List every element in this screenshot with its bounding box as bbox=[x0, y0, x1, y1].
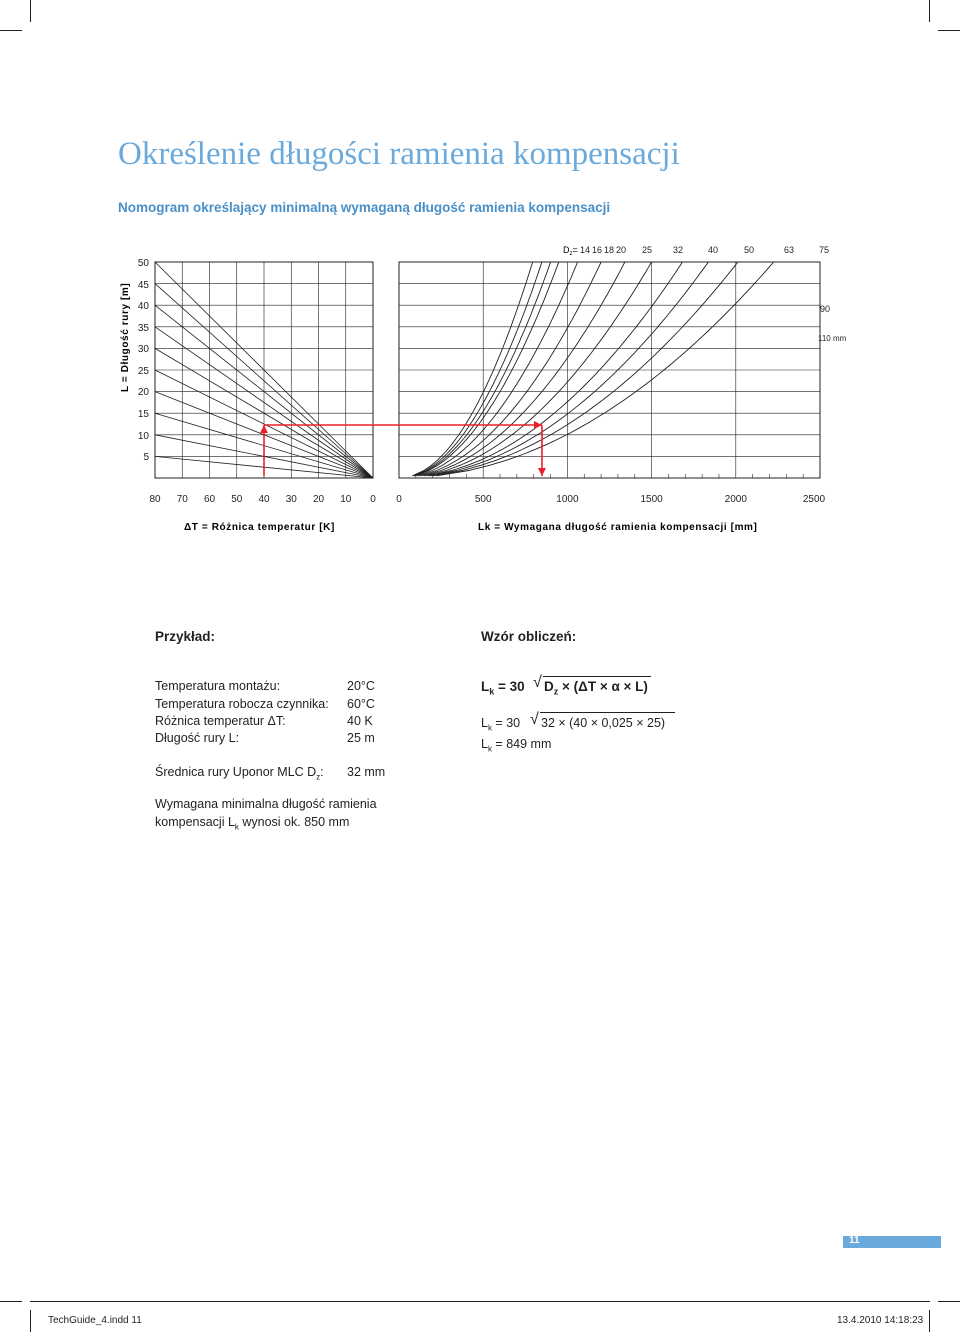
formula-main-root: $D_z \times (\Delta T \times \alpha \times L)$ bbox=[544, 679, 648, 697]
sqrt-bar bbox=[540, 712, 675, 713]
x-tick-label: 80 bbox=[149, 494, 161, 505]
y-tick-label: 30 bbox=[137, 344, 149, 355]
y-tick-label: 50 bbox=[137, 258, 149, 269]
arrow-head bbox=[538, 468, 546, 476]
dz-label: 14 bbox=[579, 245, 591, 255]
y-tick-label: 45 bbox=[137, 280, 149, 291]
x-tick-label: 40 bbox=[258, 494, 270, 505]
formula-main: $L_k = 30$ bbox=[481, 679, 525, 697]
dz-label: 25 bbox=[641, 245, 653, 255]
curve-dz-110 bbox=[437, 262, 774, 476]
curve-dz-18 bbox=[414, 262, 550, 476]
y-tick-label: 40 bbox=[137, 301, 149, 312]
dz-label: 20 bbox=[615, 245, 627, 255]
y-tick-label: 5 bbox=[143, 452, 149, 463]
footer-rule bbox=[30, 1301, 930, 1302]
crop-mark bbox=[938, 1301, 960, 1302]
formula-line-2: $L_k = 30$ bbox=[481, 716, 521, 733]
dz-label: 110 mm bbox=[818, 334, 847, 343]
example-row-label: Temperatura montażu: bbox=[155, 679, 281, 693]
y-tick-label: 25 bbox=[137, 366, 149, 377]
right-panel-grid bbox=[399, 262, 820, 478]
curve-dz-20 bbox=[415, 262, 559, 476]
diameter-label: Średnica rury Uponor MLC $D_z$: bbox=[155, 765, 324, 782]
x-tick-label: 60 bbox=[203, 494, 216, 505]
arrow-head bbox=[534, 421, 542, 429]
x-tick-label: 70 bbox=[176, 494, 188, 505]
right-x-ticks bbox=[396, 494, 825, 505]
example-heading: Przykład: bbox=[155, 629, 216, 644]
dz-label: 63 bbox=[783, 245, 795, 255]
dz-label: 18 bbox=[603, 245, 615, 255]
result-line-1: Wymagana minimalna długość ramienia bbox=[155, 797, 377, 811]
dz-label: 75 bbox=[818, 245, 830, 255]
formula-line-3: $L_k = 849$ mm bbox=[481, 737, 552, 754]
left-x-axis-label: ΔT = Różnica temperatur [K] bbox=[184, 522, 335, 533]
footer-date: 13.4.2010 14:18:23 bbox=[837, 1315, 924, 1326]
sqrt-bar bbox=[543, 676, 651, 677]
dz-label: 16 bbox=[591, 245, 603, 255]
dz-label: 32 bbox=[672, 245, 684, 255]
example-row-value: 25 m bbox=[347, 731, 375, 745]
result-line-2: kompensacji $L_k$ wynosi ok. 850 mm bbox=[155, 815, 350, 832]
left-x-ticks bbox=[149, 494, 376, 505]
example-row-label: Temperatura robocza czynnika: bbox=[155, 697, 329, 711]
crop-mark bbox=[30, 1310, 31, 1332]
dz-label: 90 bbox=[820, 304, 831, 314]
dz-label: 50 bbox=[743, 245, 755, 255]
y-tick-label: 35 bbox=[137, 323, 149, 334]
x-tick-label: 1500 bbox=[640, 494, 663, 505]
x-tick-label: 2000 bbox=[724, 494, 747, 505]
curve-dz-75 bbox=[430, 262, 709, 476]
right-panel-curves bbox=[412, 262, 773, 476]
y-tick-label: 10 bbox=[137, 431, 149, 442]
dz-label: 40 bbox=[707, 245, 719, 255]
arrow-head bbox=[260, 425, 268, 433]
curve-dz-25 bbox=[417, 262, 578, 476]
x-tick-label: 2500 bbox=[802, 494, 826, 505]
sqrt-icon: √ bbox=[530, 711, 539, 728]
page-number: 11 bbox=[849, 1235, 860, 1246]
footer-file: TechGuide_4.indd 11 bbox=[48, 1315, 142, 1326]
dz-prefix: $D_z=$ bbox=[563, 245, 578, 257]
x-tick-label: 0 bbox=[370, 494, 376, 505]
dz-labels bbox=[563, 245, 847, 343]
example-row-label: Różnica temperatur ΔT: bbox=[155, 714, 286, 728]
page-title: Określenie długości ramienia kompensacji bbox=[118, 136, 680, 172]
y-tick-label: 15 bbox=[137, 409, 149, 420]
sqrt-icon: √ bbox=[533, 674, 542, 691]
right-x-axis-label: Lk = Wymagana długość ramienia kompensacji [mm] bbox=[478, 522, 758, 533]
y-axis-label: L = Długość rury [m] bbox=[120, 282, 131, 392]
x-tick-label: 50 bbox=[231, 494, 243, 505]
diameter-value: 32 mm bbox=[347, 765, 386, 779]
x-tick-label: 1000 bbox=[556, 494, 579, 505]
curve-dz-14 bbox=[412, 262, 532, 476]
curve-dz-32 bbox=[419, 262, 601, 476]
y-axis-ticks bbox=[138, 258, 150, 463]
x-tick-label: 30 bbox=[285, 494, 297, 505]
example-row-value: 40 K bbox=[347, 714, 373, 728]
x-tick-label: 10 bbox=[340, 494, 352, 505]
formula-heading: Wzór obliczeń: bbox=[481, 629, 577, 644]
y-tick-label: 20 bbox=[137, 387, 149, 398]
example-row-label: Długość rury L: bbox=[155, 731, 240, 745]
crop-mark bbox=[0, 1301, 22, 1302]
curve-dz-63 bbox=[427, 262, 682, 476]
x-tick-label: 0 bbox=[396, 494, 402, 505]
x-tick-label: 500 bbox=[474, 494, 492, 505]
nomogram-chart bbox=[0, 0, 960, 560]
example-row-value: 20°C bbox=[347, 679, 375, 693]
page-subtitle: Nomogram określający minimalną wymaganą długość ramienia kompensacji bbox=[118, 200, 611, 215]
x-tick-label: 20 bbox=[312, 494, 325, 505]
example-row-value: 60°C bbox=[347, 697, 375, 711]
crop-mark bbox=[929, 1310, 930, 1332]
formula-line-2-root: 32 × (40 × 0,025 × 25) bbox=[541, 716, 666, 730]
curve-dz-50 bbox=[424, 262, 651, 476]
